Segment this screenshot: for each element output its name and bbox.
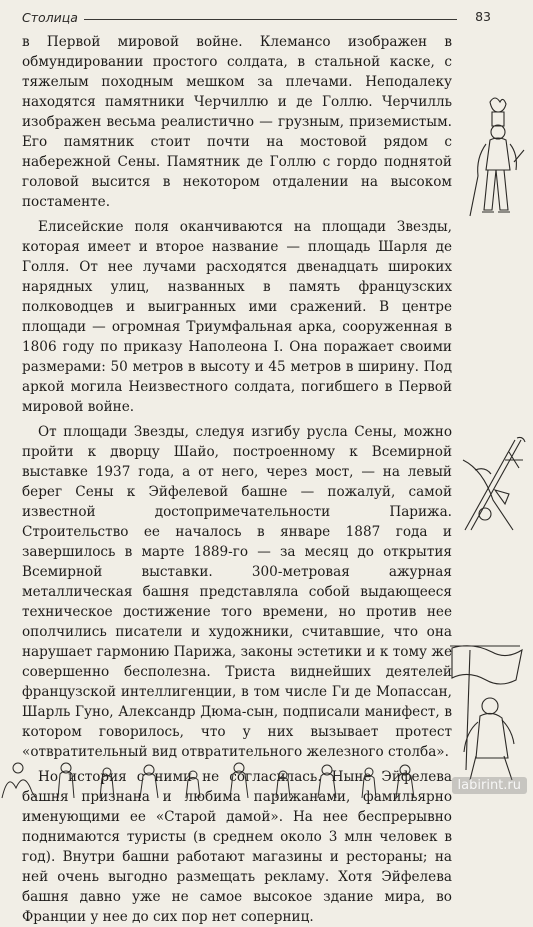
watermark-logo: labirint.ru: [452, 777, 527, 794]
weapons-sketch-icon: [455, 430, 531, 540]
paragraph-3: От площади Звезды, следуя изгибу русла Сены, можно пройти к дворцу Шайо, построенному к Всемирной выставке 1937 года, а от него, через мост, — на левый берег Сены к Эйфелевой башне — пожалуй, самой известной достопримечательности Парижа. Строительство ее началось в январе 1887 года и завершилось в марте 1889-го — за месяц до открытия Всемирной выставки. 300-метровая ажурная металлическая башня представляла собой выдающееся техническое достижение того времени, но против нее ополчились писатели и художники, считавшие, что она нарушает гармонию Парижа, законы эстетики и к тому же совершенно бесполезна. Триста виднейших деятелей французской интеллигенции, в том числе Ги де Мопассан, Шарль Гуно, Александр Дюма-сын, подписали манифест, в котором говорилось, что у них вызывает протест «отвратительный вид отвратительного железного столба».: [22, 424, 452, 760]
running-head: [22, 6, 491, 28]
header-rule: [84, 19, 457, 20]
paragraph-2: Елисейские поля оканчиваются на площади Звезды, которая имеет и второе название — площадь Шарля де Голля. От нее лучами расходятся двенадцать широких нарядных улиц, названных в память французских полководцев и выигранных ими сражений. В центре площади — огромная Триумфальная арка, сооруженная в 1806 году по приказу Наполеона I. Она поражает своими размерами: 50 метров в высоту и 45 метров в ширину. Под аркой могила Неизвестного солдата, погибшего в Первой мировой войне.: [22, 219, 452, 415]
paragraph-1: в Первой мировой войне. Клемансо изображен в обмундировании простого солдата, в стальной каске, с тяжелым походным мешком за плечами. Неподалеку находятся памятники Черчиллю и де Голлю. Черчилль изображен весьма реалистично — грузным, приземистым. Его памятник стоит почти на мостовой рядом с набережной Сены. Памятник де Голлю с гордо поднятой головой высится в некотором отдалении на высоком постаменте.: [22, 34, 452, 210]
soldier-sketch-icon: [460, 92, 530, 242]
section-title: Столица: [22, 10, 78, 25]
paragraph-4: Но история с ними не согласилась. Ныне Эйфелева башня признана и любима парижанами, фамильярно именующими ее «Старой дамой». На нее беспрерывно поднимаются туристы (в среднем около 3 млн человек в год). Внутри башни работают магазины и рестораны; на ней очень выгодно размещать рекламу. Хотя Эйфелева башня давно уже не самое высокое здание мира, во Франции у нее до сих пор нет соперниц.: [22, 769, 452, 925]
page-number: 83: [475, 9, 491, 24]
